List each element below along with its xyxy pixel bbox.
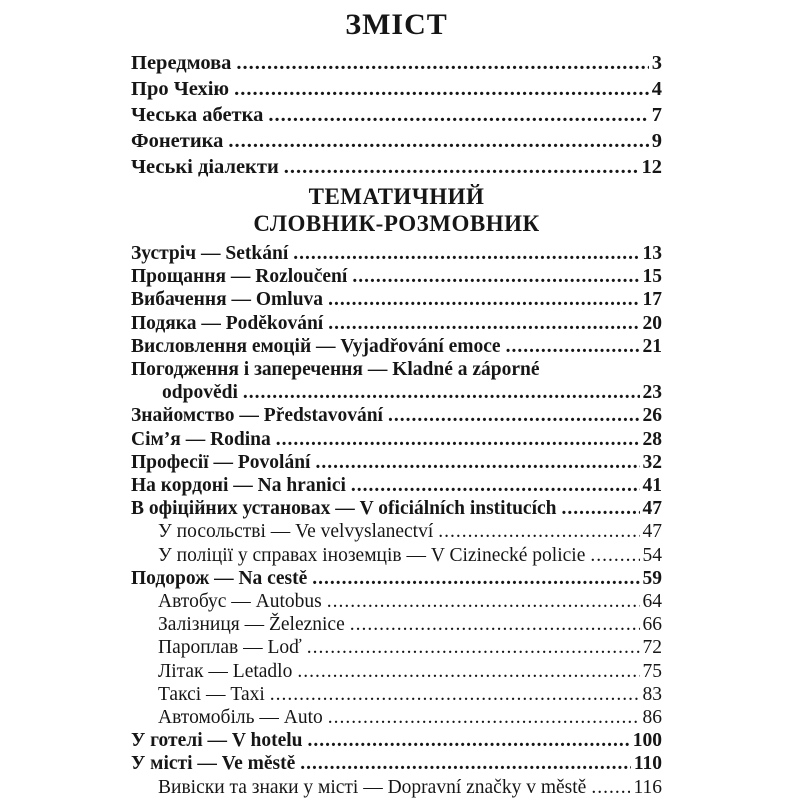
leader-dots xyxy=(315,451,639,474)
leader-dots xyxy=(328,706,640,729)
entry-page: 26 xyxy=(642,405,662,427)
section-heading xyxy=(131,183,662,237)
entry-title: Чеські діалекти xyxy=(131,156,279,178)
entry-page: 59 xyxy=(642,567,662,589)
entry-title: У готелі — V hotelu xyxy=(131,730,303,752)
entry-title: Висловлення емоцій — Vyjadřování emoce xyxy=(131,335,501,357)
toc-row xyxy=(131,154,662,180)
toc-row xyxy=(131,752,662,775)
toc-row xyxy=(131,242,662,265)
entry-page: 21 xyxy=(642,335,662,357)
leader-dots xyxy=(268,102,648,128)
toc-row xyxy=(131,590,662,613)
entry-title: В офіційних установах — V oficiálních institucích xyxy=(131,498,557,520)
section-heading-line1: ТЕМАТИЧНИЙ xyxy=(308,184,485,209)
toc-row xyxy=(131,288,662,311)
entry-title: Вибачення — Omluva xyxy=(131,289,324,311)
leader-dots xyxy=(284,154,639,180)
entry-page: 23 xyxy=(642,382,662,404)
leader-dots xyxy=(300,752,631,775)
leader-dots xyxy=(327,590,640,613)
entry-page: 116 xyxy=(633,776,662,798)
leader-dots xyxy=(352,265,639,288)
leader-dots xyxy=(351,474,640,497)
leader-dots xyxy=(328,312,639,335)
entry-title: На кордоні — Na hranici xyxy=(131,475,346,497)
entry-title: У поліції у справах іноземців — V Cizinecké policie xyxy=(158,544,586,566)
toc-row xyxy=(131,102,662,128)
entry-page: 17 xyxy=(642,289,662,311)
toc-row xyxy=(131,428,662,451)
leader-dots xyxy=(297,660,639,683)
entry-page: 4 xyxy=(651,78,662,100)
toc-row xyxy=(131,729,662,752)
entry-page: 13 xyxy=(642,243,662,264)
entry-page: 20 xyxy=(642,312,662,334)
entry-title: Сім’я — Rodina xyxy=(131,428,271,450)
entry-page: 15 xyxy=(642,266,662,288)
entries-list xyxy=(131,242,662,799)
entry-title: Чеська абетка xyxy=(131,104,264,126)
entry-page: 66 xyxy=(642,614,662,636)
entry-title: Таксі — Taxi xyxy=(158,683,265,705)
entry-title: Автомобіль — Auto xyxy=(158,707,323,729)
toc-row xyxy=(131,128,662,154)
toc-row xyxy=(131,312,662,335)
entry-title: У посольстві — Ve velvyslanectví xyxy=(158,521,434,543)
leader-dots xyxy=(228,128,648,154)
entry-page: 83 xyxy=(642,683,662,705)
entry-title: Пароплав — Loď xyxy=(158,637,302,659)
entry-title: Знайомство — Představování xyxy=(131,405,383,427)
entry-page: 110 xyxy=(633,753,662,775)
entry-title: Літак — Letadlo xyxy=(158,660,293,682)
entry-page: 3 xyxy=(651,52,662,74)
leader-dots xyxy=(270,683,640,706)
entry-page: 9 xyxy=(651,130,662,152)
entry-title: Професії — Povolání xyxy=(131,451,311,473)
entry-page: 100 xyxy=(632,730,662,752)
toc-row-wrapped-continuation xyxy=(131,381,662,404)
entry-page: 7 xyxy=(651,104,662,126)
toc-row xyxy=(131,706,662,729)
toc-row xyxy=(131,265,662,288)
toc-row xyxy=(131,683,662,706)
entry-page: 72 xyxy=(642,637,662,659)
toc-row-wrapped-first-line xyxy=(131,358,662,381)
toc-row xyxy=(131,520,662,543)
toc-row xyxy=(131,474,662,497)
toc-row xyxy=(131,50,662,76)
toc-row xyxy=(131,660,662,683)
toc-row xyxy=(131,335,662,358)
entry-page: 47 xyxy=(642,521,662,543)
leader-dots xyxy=(388,404,640,427)
toc-row xyxy=(131,76,662,102)
entry-title: У місті — Ve městě xyxy=(131,753,296,775)
toc-row xyxy=(131,567,662,590)
entry-title: odpovědi xyxy=(162,382,238,404)
entry-page: 64 xyxy=(642,591,662,613)
leader-dots xyxy=(243,381,640,404)
toc-row xyxy=(131,451,662,474)
leader-dots xyxy=(438,520,639,543)
entry-page: 75 xyxy=(642,660,662,682)
entry-title: Погодження і заперечення — Kladné a záporné xyxy=(131,359,540,381)
entry-page: 47 xyxy=(642,498,662,520)
entry-title: Фонетика xyxy=(131,130,224,152)
leader-dots xyxy=(350,613,640,636)
entry-title: Зустріч — Setkání xyxy=(131,243,289,264)
toc-row xyxy=(131,636,662,659)
entry-title: Передмова xyxy=(131,52,232,74)
leader-dots xyxy=(236,50,648,76)
leader-dots xyxy=(562,497,640,520)
toc-row xyxy=(131,544,662,567)
entry-title: Вивіски та знаки у місті — Dopravní značky v městě xyxy=(158,776,587,798)
leader-dots xyxy=(307,636,640,659)
front-matter-list xyxy=(131,50,662,180)
entry-page: 86 xyxy=(642,707,662,729)
entry-title: Подяка — Poděkování xyxy=(131,312,324,334)
leader-dots xyxy=(276,428,640,451)
leader-dots xyxy=(308,729,630,752)
leader-dots xyxy=(234,76,649,102)
entry-title: Про Чехію xyxy=(131,78,230,100)
page-title: ЗМІСТ xyxy=(345,8,448,41)
entry-title: Залізниця — Železnice xyxy=(158,614,345,636)
toc-row xyxy=(131,776,662,799)
entry-page: 54 xyxy=(642,544,662,566)
entry-title: Подорож — Na cestě xyxy=(131,567,308,589)
leader-dots xyxy=(590,544,639,567)
toc-row xyxy=(131,613,662,636)
leader-dots xyxy=(293,242,639,265)
leader-dots xyxy=(506,335,640,358)
entry-page: 12 xyxy=(641,156,662,178)
entry-page: 32 xyxy=(642,451,662,473)
leader-dots xyxy=(312,567,639,590)
leader-dots xyxy=(328,288,639,311)
entry-title: Автобус — Autobus xyxy=(158,591,322,613)
toc-row xyxy=(131,404,662,427)
leader-dots xyxy=(591,776,630,799)
toc-row xyxy=(131,497,662,520)
entry-title: Прощання — Rozloučení xyxy=(131,266,348,288)
entry-page: 28 xyxy=(642,428,662,450)
entry-page: 41 xyxy=(642,475,662,497)
section-heading-line2: СЛОВНИК-РОЗМОВНИК xyxy=(253,211,540,236)
